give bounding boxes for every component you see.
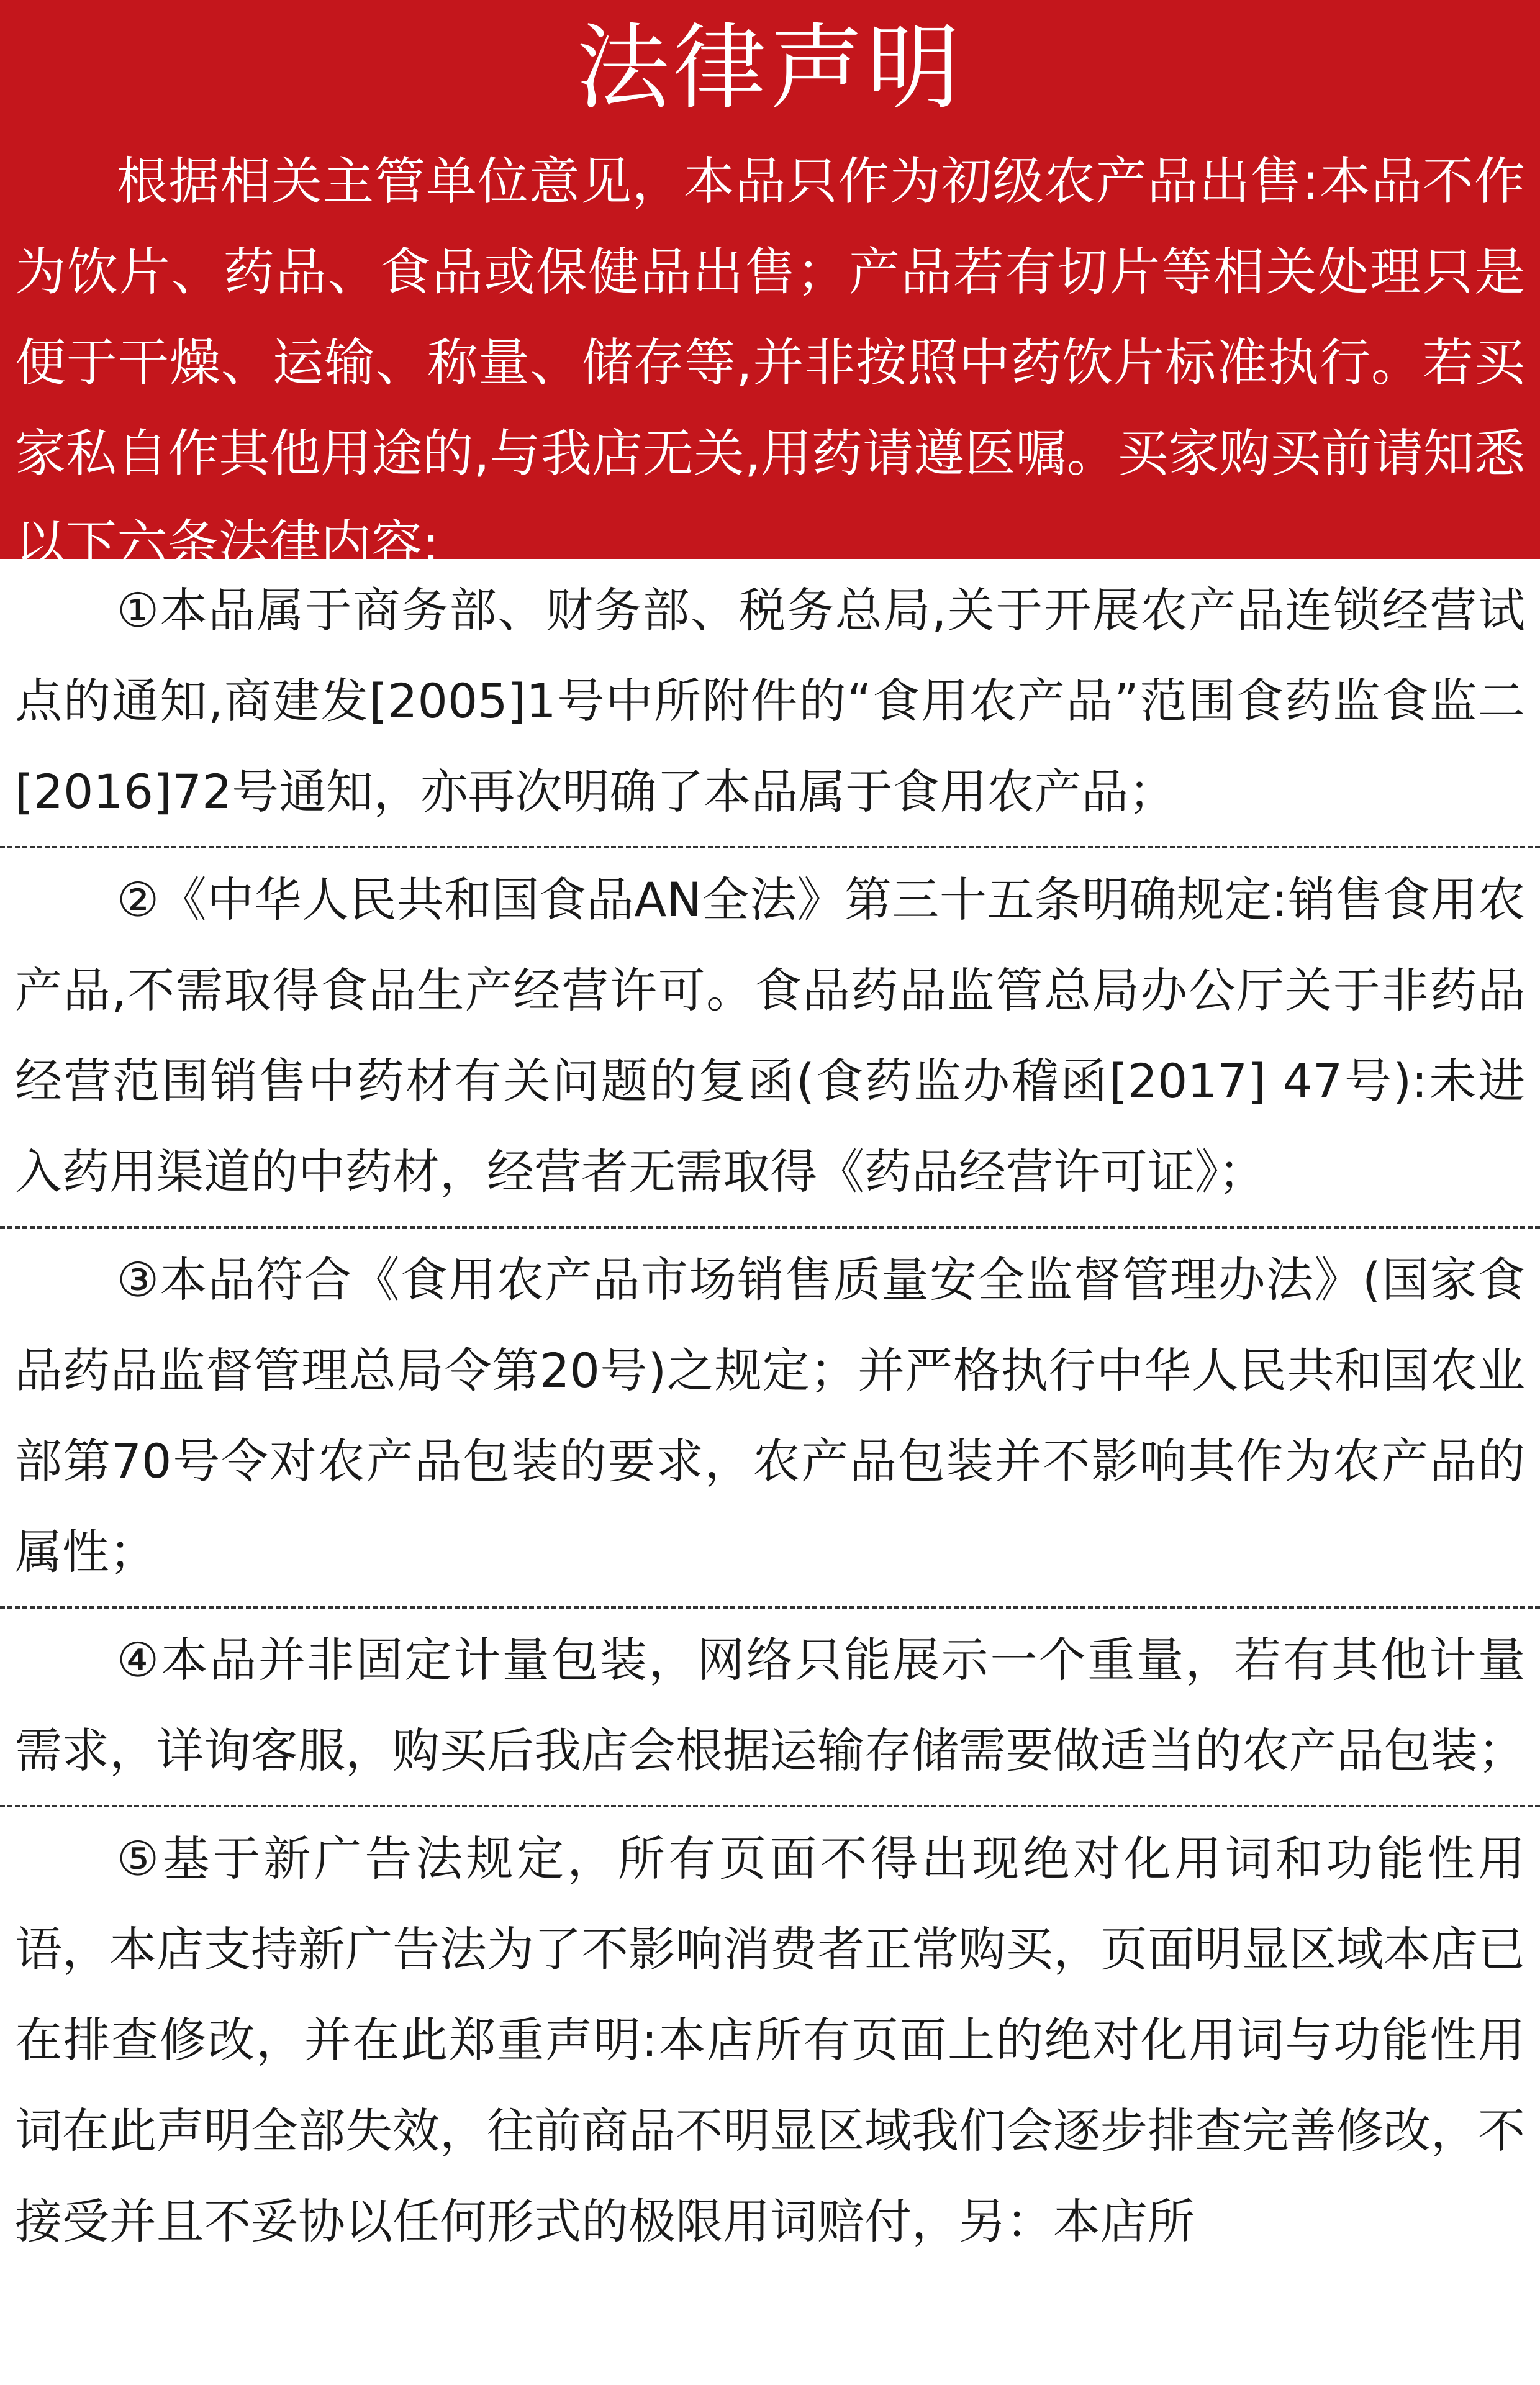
clause-2: ②《中华人民共和国食品AN全法》第三十五条明确规定:销售食用农产品,不需取得食品生产经营许可。食品药品监管总局办公厅关于非药品经营范围销售中药材有关问题的复函(食药监办稽函[2017] 47号):未进入药用渠道的中药材，经营者无需取得《药品经营许可证》；	[15, 872, 1525, 1199]
clause-3: ③本品符合《食用农产品市场销售质量安全监督管理办法》(国家食品药品监督管理总局令第20号)之规定；并严格执行中华人民共和国农业部第70号令对农产品包装的要求，农产品包装并不影响其作为农产品的属性；	[15, 1252, 1525, 1579]
clause-5: ⑤基于新广告法规定，所有页面不得出现绝对化用词和功能性用语，本店支持新广告法为了不影响消费者正常购买，页面明显区域本店已在排查修改，并在此郑重声明:本店所有页面上的绝对化用词与功能性用词在此声明全部失效，往前商品不明显区域我们会逐步排查完善修改，不接受并且不妥协以任何形式的极限用词赔付，另：本店所	[15, 1831, 1525, 2249]
clause-4: ④本品并非固定计量包装，网络只能展示一个重量，若有其他计量需求，详询客服，购买后我店会根据运输存储需要做适当的农产品包装；	[15, 1632, 1525, 1778]
clauses-section	[0, 559, 1540, 2276]
legal-header-banner	[0, 0, 1540, 574]
page-title: 法律声明	[576, 14, 964, 122]
intro-paragraph: 根据相关主管单位意见，本品只作为初级农产品出售:本品不作为饮片、药品、食品或保健品出售；产品若有切片等相关处理只是便于干燥、运输、称量、储存等,并非按照中药饮片标准执行。若买家私自作其他用途的,与我店无关,用药请遵医嘱。买家购买前请知悉以下六条法律内容:	[15, 152, 1525, 574]
clause-1: ①本品属于商务部、财务部、税务总局,关于开展农产品连锁经营试点的通知,商建发[2005]1号中所附件的“食用农产品”范围食药监食监二[2016]72号通知，亦再次明确了本品属于食用农产品；	[15, 583, 1525, 819]
